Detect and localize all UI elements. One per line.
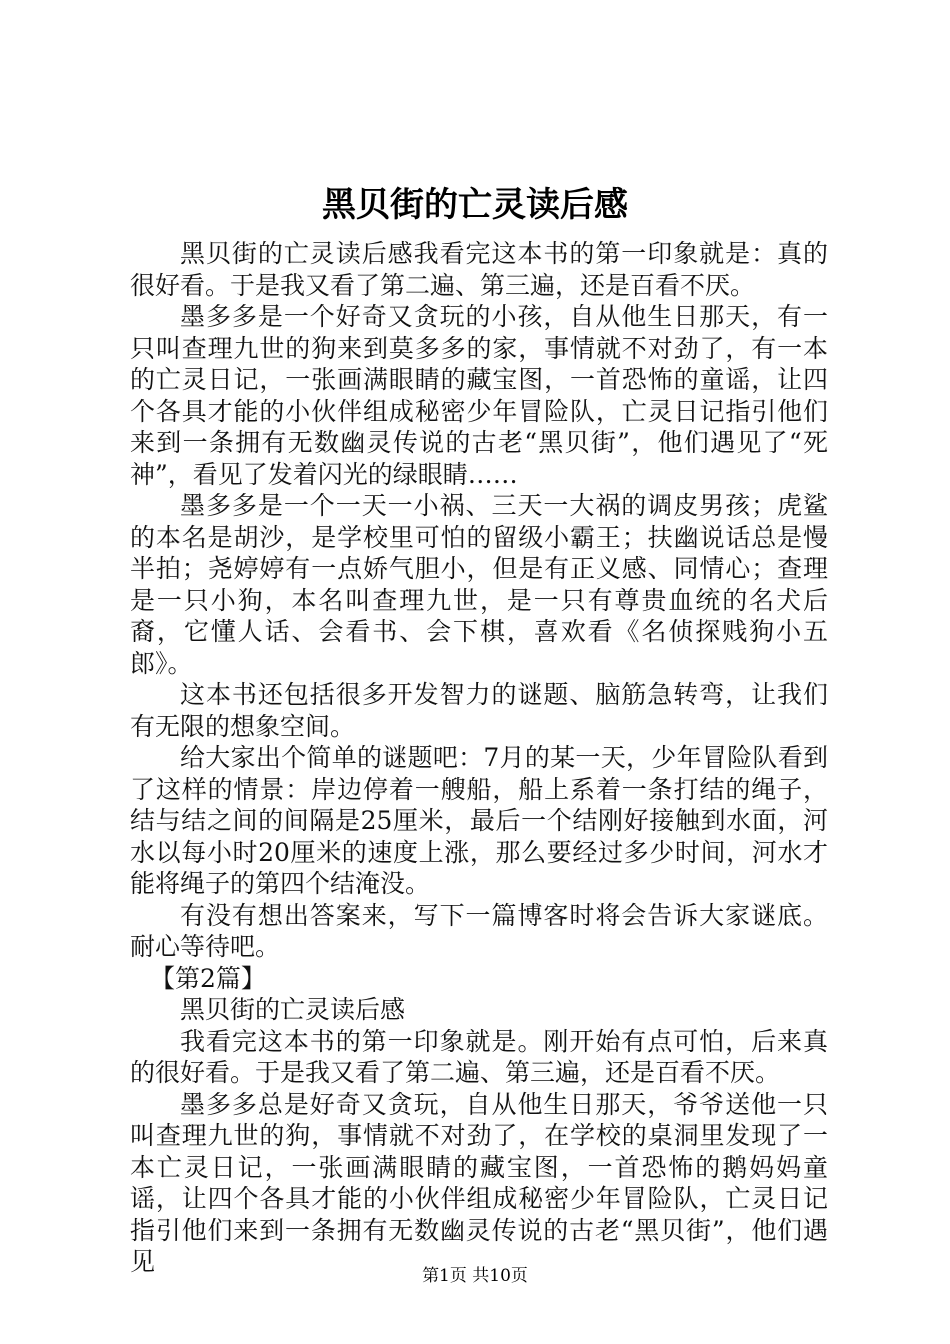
paragraph: 有没有想出答案来，写下一篇博客时将会告诉大家谜底。耐心等待吧。	[130, 900, 828, 961]
document-body	[130, 238, 828, 1278]
section-marker: 【第2篇】	[150, 963, 266, 993]
paragraph: 黑贝街的亡灵读后感我看完这本书的第一印象就是：真的很好看。于是我又看了第二遍、第三遍，还是百看不厌。	[130, 239, 828, 300]
paragraph: 墨多多总是好奇又贪玩，自从他生日那天，爷爷送他一只叫查理九世的狗，事情就不对劲了，在学校的桌洞里发现了一本亡灵日记，一张画满眼睛的藏宝图，一首恐怖的鹅妈妈童谣，让四个各具才能的小伙伴组成秘密少年冒险队，亡灵日记指引他们来到一条拥有无数幽灵传说的古老“黑贝街”，他们遇见	[130, 1089, 828, 1276]
section-title: 黑贝街的亡灵读后感	[180, 995, 406, 1024]
paragraph: 墨多多是一个好奇又贪玩的小孩，自从他生日那天，有一只叫查理九世的狗来到莫多多的家，事情就不对劲了，有一本的亡灵日记，一张画满眼睛的藏宝图，一首恐怖的童谣，让四个各具才能的小伙伴组成秘密少年冒险队，亡灵日记指引他们来到一条拥有无数幽灵传说的古老“黑贝街”，他们遇见了“死神”，看见了发着闪光的绿眼睛……	[130, 302, 828, 489]
page-number-footer: 第1页 共10页	[422, 1266, 528, 1286]
paragraph: 给大家出个简单的谜题吧：7月的某一天，少年冒险队看到了这样的情景：岸边停着一艘船，船上系着一条打结的绳子，结与结之间的间隔是25厘米，最后一个结刚好接触到水面，河水以每小时20厘米的速度上涨，那么要经过多少时间，河水才能将绳子的第四个结淹没。	[130, 743, 828, 898]
paragraph: 我看完这本书的第一印象就是。刚开始有点可怕，后来真的很好看。于是我又看了第二遍、第三遍，还是百看不厌。	[130, 1026, 828, 1087]
paragraph: 这本书还包括很多开发智力的谜题、脑筋急转弯，让我们有无限的想象空间。	[130, 680, 828, 741]
document-title: 黑贝街的亡灵读后感	[322, 185, 628, 225]
paragraph: 墨多多是一个一天一小祸、三天一大祸的调皮男孩；虎鲨的本名是胡沙，是学校里可怕的留级小霸王；扶幽说话总是慢半拍；尧婷婷有一点娇气胆小，但是有正义感、同情心；查理是一只小狗，本名叫查理九世，是一只有尊贵血统的名犬后裔，它懂人话、会看书、会下棋，喜欢看《名侦探贱狗小五郎》。	[130, 491, 828, 678]
